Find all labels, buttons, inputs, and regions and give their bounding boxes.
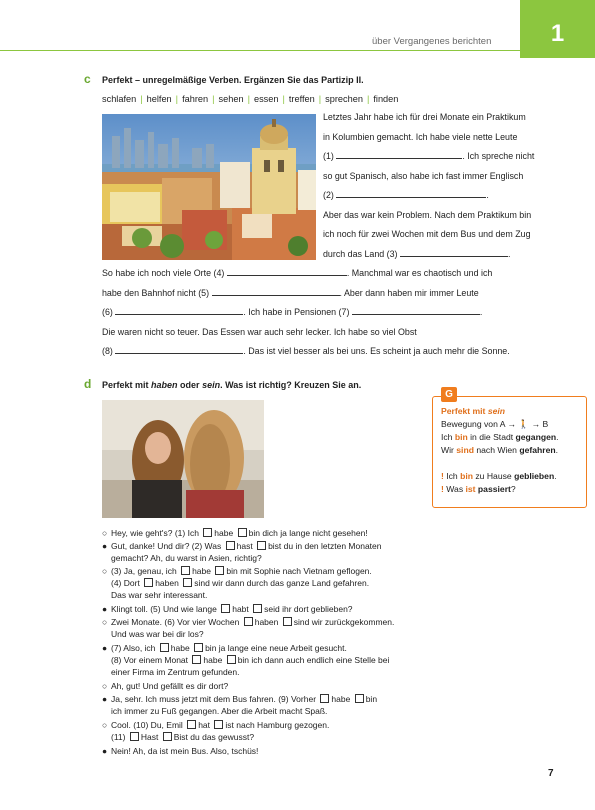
checkbox[interactable] bbox=[144, 578, 153, 587]
grammar-title: Perfekt mit sein bbox=[441, 406, 506, 416]
checkbox[interactable] bbox=[253, 604, 262, 613]
text-line: So habe ich noch viele Orte (4) . Manchmal war es chaotisch und ich bbox=[102, 268, 493, 278]
section-d-title: Perfekt mit haben oder sein. Was ist richtig? Kreuzen Sie an. bbox=[102, 380, 362, 390]
grammar-badge: G bbox=[441, 387, 457, 402]
dialogue-line: einer Firma im Zentrum gefunden. bbox=[111, 667, 240, 677]
text-line: in Kolumbien gemacht. Ich habe viele nette Leute bbox=[323, 132, 518, 142]
text-line: habe den Bahnhof nicht (5) . Aber dann haben mir immer Leute bbox=[102, 288, 479, 298]
text-line: so gut Spanisch, also habe ich fast immer Englisch bbox=[323, 171, 524, 181]
text-line: (8) . Das ist viel besser als bei uns. Es scheint ja auch mehr die Sonne. bbox=[102, 346, 510, 356]
chapter-number: 1 bbox=[550, 20, 565, 47]
grammar-line: Bewegung von A → 🚶 → B bbox=[441, 419, 549, 429]
verb: sehen bbox=[218, 94, 244, 104]
dialogue-line: (8) Vor einem Monat habe bin ich dann auch endlich eine Stelle bei bbox=[111, 655, 390, 665]
dialogue-line: ● Klingt toll. (5) Und wie lange habt seid ihr dort geblieben? bbox=[102, 604, 353, 614]
checkbox[interactable] bbox=[214, 720, 223, 729]
dialogue-line: ○ Zwei Monate. (6) Vor vier Wochen haben sind wir zurückgekommen. bbox=[102, 617, 395, 627]
dialogue-line: ● (7) Also, ich habe bin ja lange eine neue Arbeit gesucht. bbox=[102, 643, 347, 653]
header-rule bbox=[0, 50, 530, 51]
checkbox[interactable] bbox=[194, 643, 203, 652]
grammar-line: ! Was ist passiert? bbox=[441, 484, 516, 494]
checkbox[interactable] bbox=[257, 541, 266, 550]
checkbox[interactable] bbox=[130, 732, 139, 741]
dialogue-line: ○ Cool. (10) Du, Emil hat ist nach Hamburg gezogen. bbox=[102, 720, 330, 730]
checkbox[interactable] bbox=[181, 566, 190, 575]
verb: fahren bbox=[182, 94, 209, 104]
answer-blank-5[interactable] bbox=[212, 286, 340, 296]
checkbox[interactable] bbox=[163, 732, 172, 741]
text-line: Letztes Jahr habe ich für drei Monate ein Praktikum bbox=[323, 112, 526, 122]
checkbox[interactable] bbox=[192, 655, 201, 664]
answer-blank-2[interactable] bbox=[336, 188, 486, 198]
section-c-title: Perfekt – unregelmäßige Verben. Ergänzen Sie das Partizip II. bbox=[102, 75, 364, 85]
verb: essen bbox=[253, 94, 279, 104]
checkbox[interactable] bbox=[283, 617, 292, 626]
checkbox[interactable] bbox=[215, 566, 224, 575]
checkbox[interactable] bbox=[320, 694, 329, 703]
text-line: ich noch für zwei Wochen mit dem Bus und dem Zug bbox=[323, 229, 531, 239]
answer-blank-4[interactable] bbox=[227, 266, 347, 276]
checkbox[interactable] bbox=[227, 655, 236, 664]
verb: helfen bbox=[146, 94, 172, 104]
verb-list: schlafen | helfen | fahren | sehen | essen | treffen | sprechen | finden bbox=[102, 94, 399, 104]
text-line: (6) . Ich habe in Pensionen (7) . bbox=[102, 307, 483, 317]
section-c-letter: c bbox=[84, 72, 91, 86]
dialogue-line: (4) Dort haben sind wir dann durch das ganze Land gefahren. bbox=[111, 578, 370, 588]
text-line: Aber das war kein Problem. Nach dem Praktikum bin bbox=[323, 210, 532, 220]
answer-blank-8[interactable] bbox=[115, 344, 243, 354]
dialogue-line: ○ Ah, gut! Und gefällt es dir dort? bbox=[102, 681, 229, 691]
checkbox[interactable] bbox=[226, 541, 235, 550]
grammar-line: ! Ich bin zu Hause geblieben. bbox=[441, 471, 557, 481]
answer-blank-1[interactable] bbox=[336, 149, 462, 159]
verb: treffen bbox=[288, 94, 315, 104]
verb: schlafen bbox=[102, 94, 137, 104]
dialogue-line: gemacht? Ah, du warst in Asien, richtig? bbox=[111, 553, 262, 563]
dialogue-line: (11) Hast Bist du das gewusst? bbox=[111, 732, 255, 742]
grammar-line: Wir sind nach Wien gefahren. bbox=[441, 445, 559, 455]
dialogue-line: ○ (3) Ja, genau, ich habe bin mit Sophie nach Vietnam geflogen. bbox=[102, 566, 372, 576]
text-line: Die waren nicht so teuer. Das Essen war auch sehr lecker. Ich habe so viel Obst bbox=[102, 327, 417, 337]
walking-person-icon: 🚶 bbox=[518, 419, 530, 429]
page-number: 7 bbox=[548, 768, 554, 779]
dialogue-line: ich immer zu Fuß gegangen. Aber die Arbeit macht Spaß. bbox=[111, 706, 328, 716]
answer-blank-6[interactable] bbox=[115, 305, 243, 315]
text-line: (1) . Ich spreche nicht bbox=[323, 151, 535, 161]
dialogue-line: Das war sehr interessant. bbox=[111, 590, 208, 600]
verb: finden bbox=[373, 94, 399, 104]
women-photo bbox=[102, 400, 264, 518]
checkbox[interactable] bbox=[244, 617, 253, 626]
checkbox[interactable] bbox=[183, 578, 192, 587]
dialogue-line: Und was war bei dir los? bbox=[111, 629, 204, 639]
answer-blank-3[interactable] bbox=[400, 247, 508, 257]
dialogue-line: ○ Hey, wie geht's? (1) Ich habe bin dich ja lange nicht gesehen! bbox=[102, 528, 368, 538]
answer-blank-7[interactable] bbox=[352, 305, 480, 315]
checkbox[interactable] bbox=[203, 528, 212, 537]
city-photo bbox=[102, 114, 316, 260]
dialogue-line: ● Gut, danke! Und dir? (2) Was hast bist du in den letzten Monaten bbox=[102, 541, 382, 551]
text-line: (2) . bbox=[323, 190, 489, 200]
section-d-letter: d bbox=[84, 377, 92, 391]
grammar-line: Ich bin in die Stadt gegangen. bbox=[441, 432, 559, 442]
dialogue-line: ● Ja, sehr. Ich muss jetzt mit dem Bus fahren. (9) Vorher habe bin bbox=[102, 694, 378, 704]
checkbox[interactable] bbox=[187, 720, 196, 729]
header-title: über Vergangenes berichten bbox=[372, 36, 492, 47]
checkbox[interactable] bbox=[160, 643, 169, 652]
checkbox[interactable] bbox=[238, 528, 247, 537]
checkbox[interactable] bbox=[221, 604, 230, 613]
verb: sprechen bbox=[325, 94, 363, 104]
checkbox[interactable] bbox=[355, 694, 364, 703]
text-line: durch das Land (3) . bbox=[323, 249, 511, 259]
dialogue-line: ● Nein! Ah, da ist mein Bus. Also, tschüs! bbox=[102, 746, 259, 756]
